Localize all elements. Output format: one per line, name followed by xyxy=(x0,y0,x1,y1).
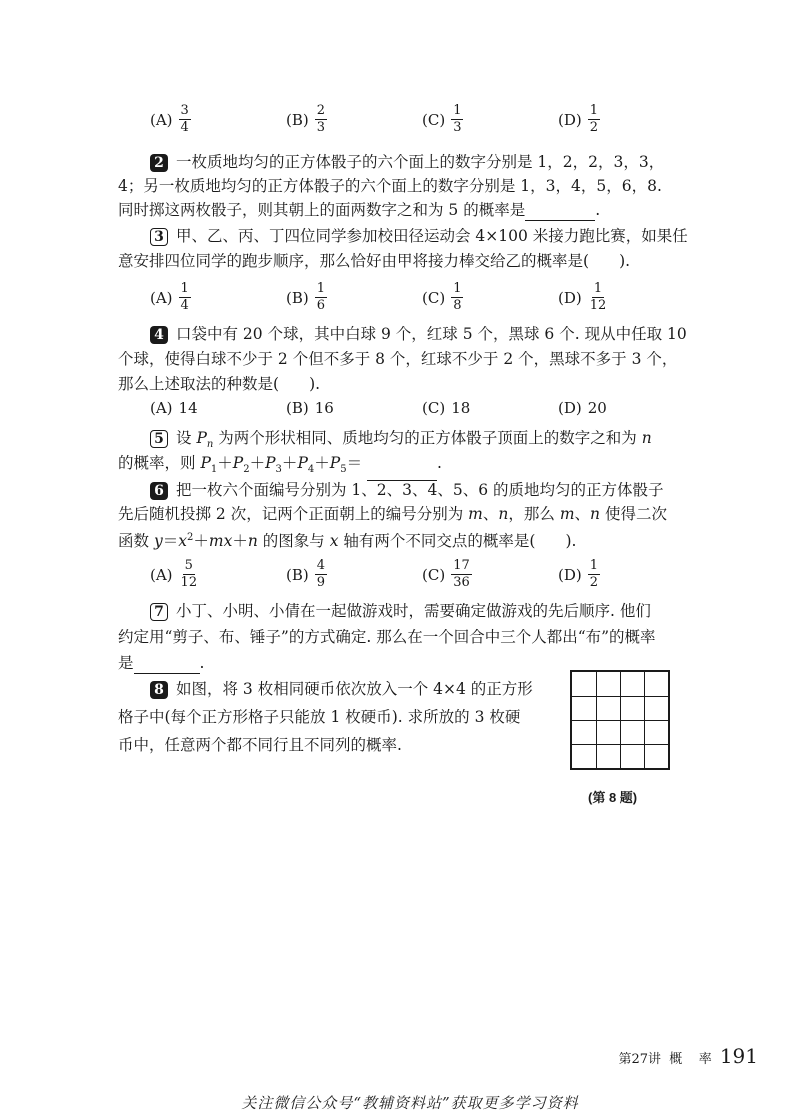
numerator: 4 xyxy=(316,558,326,573)
option-label: (B) xyxy=(286,288,309,307)
fraction xyxy=(451,282,463,313)
numerator: 1 xyxy=(589,558,599,573)
option-value: 14 xyxy=(178,399,198,417)
numerator: 3 xyxy=(180,103,189,118)
q3-option-c xyxy=(422,282,463,313)
q6-option-c xyxy=(422,559,472,590)
q6-line-3 xyxy=(118,527,576,552)
question-text: 把一枚六个面编号分别为 1、2、3、4、5、6 的质地均匀的正方体骰子 xyxy=(176,481,664,499)
option-label: (C) xyxy=(422,565,446,584)
punctuation: . xyxy=(199,654,205,672)
q6-option-a xyxy=(150,559,199,590)
q6-line-2 xyxy=(118,503,667,525)
q7-line-2 xyxy=(118,626,656,648)
fraction xyxy=(588,104,600,135)
four-by-four-grid-figure xyxy=(570,670,670,770)
option-label: (B) xyxy=(286,399,309,417)
punctuation: ). xyxy=(309,375,321,393)
question-text: 轴有两个不同交点的概率是( xyxy=(343,532,536,551)
fraction xyxy=(315,282,327,313)
option-label: (D) xyxy=(558,565,582,584)
question-text: 格子中(每个正方形格子只能放 1 枚硬币). 求所放的 3 枚硬 xyxy=(118,708,521,726)
q4-line-1 xyxy=(150,323,687,345)
question-text: ，那么 xyxy=(508,505,555,523)
math-expression: m、n xyxy=(559,505,601,523)
watermark-text: 关注微信公众号“教辅资料站”获取更多学习资料 xyxy=(241,1094,579,1112)
q1-option-b xyxy=(286,104,327,135)
q7-line-1 xyxy=(150,600,651,622)
page-number: 191 xyxy=(719,1044,758,1068)
punctuation: ). xyxy=(619,252,631,270)
figure-caption: (第 8 题) xyxy=(588,790,638,805)
question-number-badge: 6 xyxy=(150,482,168,500)
q2-line-3 xyxy=(118,199,600,221)
q7-line-3 xyxy=(118,652,204,674)
fraction xyxy=(179,104,191,135)
question-text: 甲、乙、丙、丁四位同学参加校田径运动会 4×100 米接力跑比赛，如果任 xyxy=(176,227,688,245)
q3-option-a xyxy=(150,282,191,313)
math-expression: $y=x^2+mx+n$ xyxy=(153,532,258,551)
fraction xyxy=(179,282,191,313)
answer-blank[interactable] xyxy=(525,204,595,221)
question-text: 同时掷这两枚骰子，则其朝上的面两数字之和为 5 的概率是 xyxy=(118,201,526,219)
option-label: (A) xyxy=(150,110,173,129)
punctuation: . xyxy=(595,201,601,219)
denominator: 3 xyxy=(453,120,462,135)
question-text: 函数 xyxy=(118,532,150,551)
fraction xyxy=(179,559,200,590)
denominator: 6 xyxy=(316,298,326,313)
q1-option-c xyxy=(422,104,463,135)
q3-option-b xyxy=(286,282,327,313)
question-number-badge: 4 xyxy=(150,326,168,344)
q6-option-b xyxy=(286,559,327,590)
grid-column-line xyxy=(644,672,645,768)
math-expression: m、n xyxy=(468,505,509,523)
q8-line-1 xyxy=(150,678,533,700)
option-label: (A) xyxy=(150,288,173,307)
question-text: 如图，将 3 枚相同硬币依次放入一个 4×4 的正方形 xyxy=(176,680,533,698)
q3-line-2 xyxy=(118,250,630,272)
numerator: 17 xyxy=(453,558,470,573)
question-text: 币中，任意两个都不同行且不同列的概率. xyxy=(118,736,402,754)
option-label: (C) xyxy=(422,110,446,129)
option-label: (D) xyxy=(558,110,582,129)
option-label: (D) xyxy=(558,288,582,307)
numerator: 1 xyxy=(589,103,599,118)
grid-column-line xyxy=(620,672,621,768)
punctuation: . xyxy=(437,454,442,472)
q8-line-3 xyxy=(118,734,402,756)
option-value: 18 xyxy=(451,399,471,417)
question-text: 设 xyxy=(176,429,192,447)
question-text: 是 xyxy=(118,654,134,672)
question-text: 4；另一枚质地均匀的正方体骰子的六个面上的数字分别是 1，3，4，5，6，8. xyxy=(118,177,662,195)
fraction xyxy=(315,559,327,590)
option-label: (B) xyxy=(286,110,309,129)
question-text: 口袋中有 20 个球，其中白球 9 个，红球 5 个，黑球 6 个. 现从中任取 10 xyxy=(176,325,687,343)
fraction xyxy=(315,104,327,135)
question-text: 的概率，则 xyxy=(118,454,196,472)
q4-option-b xyxy=(286,399,334,417)
q3-line-1 xyxy=(150,225,688,247)
numerator: 2 xyxy=(316,103,326,118)
option-label: (B) xyxy=(286,565,309,584)
option-label: (C) xyxy=(422,399,446,417)
q1-option-d xyxy=(558,104,600,135)
denominator: 2 xyxy=(589,120,599,135)
q6-option-d xyxy=(558,559,600,590)
numerator: 1 xyxy=(593,281,603,296)
question-number-badge: 2 xyxy=(150,154,168,172)
option-value: 16 xyxy=(314,399,334,417)
option-label: (A) xyxy=(150,565,173,584)
question-text: 的图象与 xyxy=(262,532,325,551)
denominator: 4 xyxy=(180,120,189,135)
denominator: 8 xyxy=(453,298,462,313)
math-expression: n xyxy=(641,429,652,447)
fraction xyxy=(451,559,472,590)
denominator: 12 xyxy=(180,575,198,590)
q4-option-a xyxy=(150,399,198,417)
q4-line-2 xyxy=(118,348,677,370)
punctuation: ). xyxy=(565,532,577,551)
grid-column-line xyxy=(596,672,597,768)
denominator: 36 xyxy=(453,575,470,590)
math-expression: x xyxy=(329,532,339,551)
question-text: 意安排四位同学的跑步顺序，那么恰好由甲将接力棒交给乙的概率是( xyxy=(118,252,590,270)
numerator: 1 xyxy=(453,103,462,118)
question-text: 个球，使得白球不少于 2 个但不多于 8 个，红球不少于 2 个，黑球不多于 3 个， xyxy=(118,350,678,368)
q3-option-d xyxy=(558,282,608,313)
q5-line-2 xyxy=(118,452,442,481)
q1-option-a xyxy=(150,104,191,135)
question-text: 小丁、小明、小倩在一起做游戏时，需要确定做游戏的先后顺序. 他们 xyxy=(176,602,651,620)
fraction xyxy=(588,559,600,590)
question-text: 为两个形状相同、质地均匀的正方体骰子顶面上的数字之和为 xyxy=(218,429,637,447)
question-number-badge: 8 xyxy=(150,681,168,699)
denominator: 12 xyxy=(589,298,607,313)
question-text: 先后随机投掷 2 次，记两个正面朝上的编号分别为 xyxy=(118,505,464,523)
q6-line-1 xyxy=(150,479,664,501)
numerator: 1 xyxy=(316,281,326,296)
denominator: 3 xyxy=(316,120,326,135)
question-text: 那么上述取法的种数是( xyxy=(118,375,280,393)
numerator: 1 xyxy=(180,281,189,296)
q2-line-1 xyxy=(150,151,664,173)
denominator: 4 xyxy=(180,298,189,313)
q8-line-2 xyxy=(118,706,520,728)
option-label: (A) xyxy=(150,399,173,417)
denominator: 9 xyxy=(316,575,326,590)
question-text: 约定用“剪子、布、锤子”的方式确定. 那么在一个回合中三个人都出“布”的概率 xyxy=(118,628,656,646)
chapter-title: 第27讲 概 率 xyxy=(618,1052,712,1067)
answer-blank[interactable] xyxy=(134,657,200,674)
question-text: 一枚质地均匀的正方体骰子的六个面上的数字分别是 1，2，2，3，3， xyxy=(176,153,665,171)
question-number-badge: 3 xyxy=(150,228,168,246)
q4-line-3 xyxy=(118,373,320,395)
denominator: 2 xyxy=(589,575,599,590)
math-expression: $P_1+P_2+P_3+P_4+P_5=$ xyxy=(200,454,363,476)
q2-line-2 xyxy=(118,175,662,197)
option-value: 20 xyxy=(587,399,607,417)
q4-option-d xyxy=(558,399,607,417)
math-expression: $P_n$ xyxy=(196,429,214,451)
question-text: 使得二次 xyxy=(604,505,667,523)
q4-option-c xyxy=(422,399,470,417)
fraction xyxy=(588,282,609,313)
question-number-badge: 5 xyxy=(150,430,168,448)
question-number-badge: 7 xyxy=(150,603,168,621)
option-label: (D) xyxy=(558,399,582,417)
page-footer xyxy=(618,1044,758,1068)
option-label: (C) xyxy=(422,288,446,307)
fraction xyxy=(451,104,463,135)
numerator: 1 xyxy=(453,281,462,296)
numerator: 5 xyxy=(184,558,193,573)
